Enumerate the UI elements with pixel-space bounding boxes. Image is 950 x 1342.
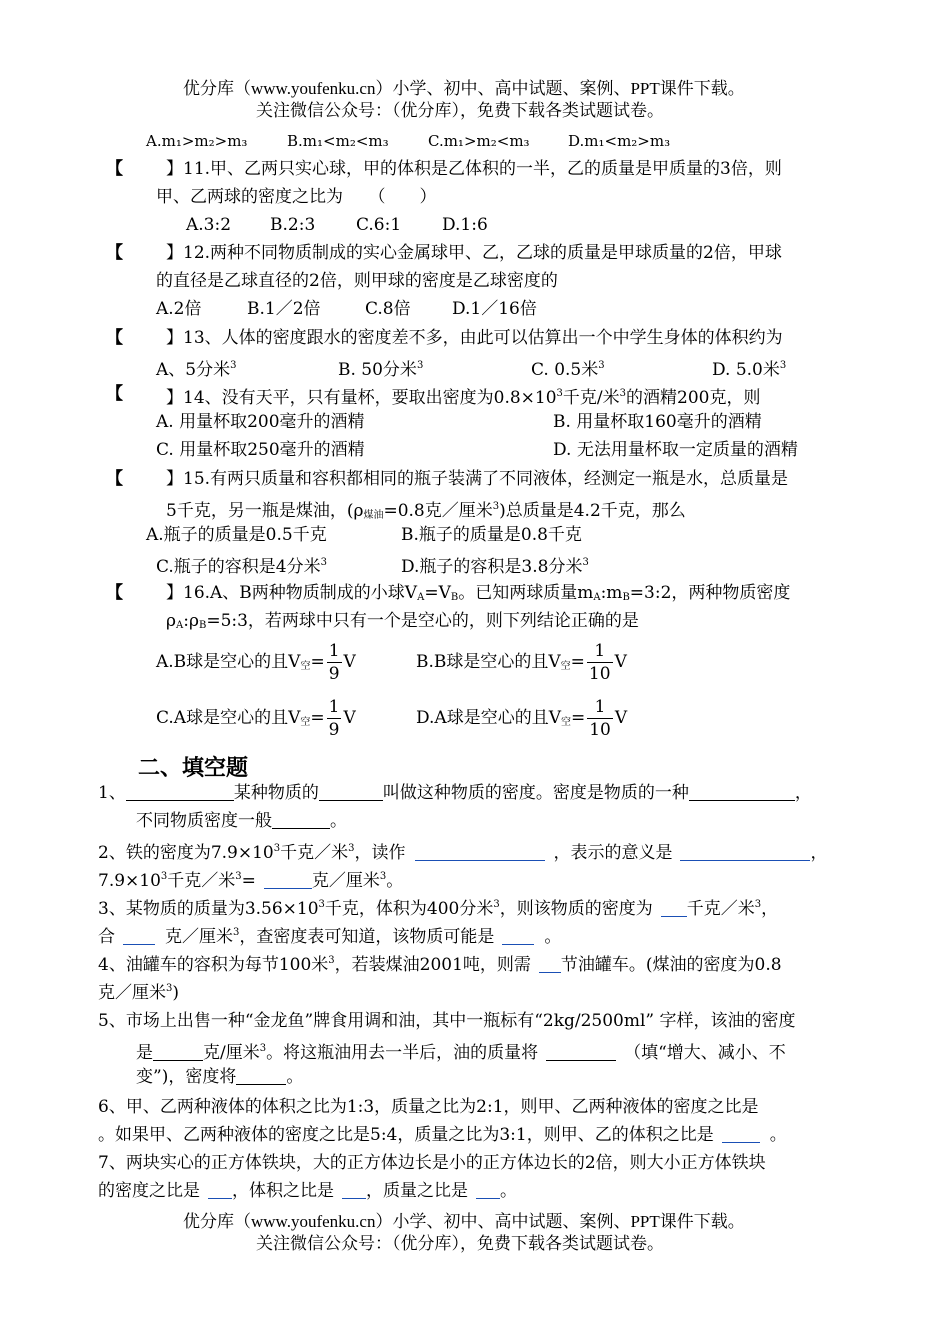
fill-blank[interactable] [153,1044,203,1061]
q16-option-b: B.B球是空心的且$V_空=$ $\frac{1}{10}$ V [416,641,627,684]
fill-blank[interactable] [661,900,687,917]
fill-blank[interactable] [415,844,545,861]
fraction-1-10: $\frac{1}{10}$ [589,697,611,740]
q16-option-d: D.A球是空心的且$V_空=$ $\frac{1}{10}$ V [416,697,628,740]
q12-stem-2: 的直径是乙球直径的2倍，则甲球的密度是乙球密度的 [156,271,558,291]
q15-stem-1: 】15.有两只质量和容积都相同的瓶子装满了不同液体，经测定一瓶是水，总质量是 [166,469,789,489]
q16-bracket: 【 [106,583,123,603]
q16-stem-2: $\rho_A:\rho_B=5:3$，若两球中只有一个是空心的，则下列结论正确的是 [166,611,639,631]
fill-blank[interactable] [342,1182,366,1199]
q15-stem-2: 5千克，另一瓶是煤油，($\rho_{煤油}=0.8$克／厘米$^3$)总质量是4.2千克，那么 [166,501,686,521]
q15-option-c: C.瓶子的容积是4分米$^3$ [156,557,327,577]
fraction-1-9: $\frac{1}{9}$ [328,697,340,740]
fraction-1-10: $\frac{1}{10}$ [588,641,611,684]
fill-1-line-1: 1、 某种物质的 叫做这种物质的密度。密度是物质的一种 ， [98,783,812,803]
fill-2-line-2: $7.9\times 10^3$千克／米$^3$= 克／厘米$^3$。 [98,871,404,891]
fill-5-line-2: 是 克/厘米$^3$。将这瓶油用去一半后，油的质量将 （填“增大、减小、不 [136,1043,786,1063]
fill-blank[interactable] [680,844,810,861]
q11-stem-1: 】11.甲、乙两只实心球，甲的体积是乙体积的一半，乙的质量是甲质量的3倍，则 [166,159,782,179]
q11-bracket: 【 [106,159,123,179]
q11-option-d: D.1:6 [442,215,488,235]
q11-option-a: A.3:2 [186,215,232,235]
fill-4-line-1: 4、油罐车的容积为每节100米$^3$，若装煤油2001吨，则需 节油罐车。(煤油的密度为0.8 [98,955,782,975]
fill-1-line-2: 不同物质密度一般 。 [136,811,347,831]
q11-option-b: B.2:3 [270,215,316,235]
q14-stem: 】14、没有天平，只有量杯，要取出密度为$0.8\times 10^3$千克/米$^3$的酒精200克，则 [166,388,761,408]
fill-3-line-1: 3、某物质的质量为$3.56\times 10^3$千克，体积为400分米$^3$，则该物质的密度为 千克／米$^3$， [98,899,779,919]
q12-bracket: 【 [106,243,123,263]
fill-blank[interactable] [539,956,561,973]
fill-4-line-2: 克／厘米$^3$) [98,983,180,1003]
fill-5-line-1: 5、市场上出售一种“金龙鱼”牌食用调和油，其中一瓶标有“2kg/2500ml” 字样，该油的密度 [98,1011,796,1031]
fill-blank[interactable] [272,812,330,829]
q10-option-d: D.m₁<m₂>m₃ [568,132,671,150]
q12-option-b: B.1／2倍 [247,299,321,319]
q12-option-d: D.1／16倍 [452,299,537,319]
q13-option-b: B. 50分米$^3$ [338,360,424,380]
fill-blank[interactable] [319,784,383,801]
fill-blank[interactable] [126,784,234,801]
fill-blank[interactable] [264,872,312,889]
q11-stem-2: 甲、乙两球的密度之比为 （ ） [156,187,437,207]
section-title: 二、填空题 [138,756,249,781]
fill-blank[interactable] [476,1182,500,1199]
q10-option-b: B.m₁<m₂<m₃ [287,132,389,150]
q12-stem-1: 】12.两种不同物质制成的实心金属球甲、乙，乙球的质量是甲球质量的2倍，甲球 [166,243,782,263]
fill-6-line-2: 。如果甲、乙两种液体的密度之比是5:4，质量之比为3:1，则甲、乙的体积之比是 。 [98,1125,787,1145]
q13-option-d: D. 5.0米$^3$ [712,360,787,380]
footer-line-1: 优分库（www.youfenku.cn）小学、初中、高中试题、案例、PPT课件下载。 [183,1212,745,1231]
q16-option-c: C.A球是空心的且$V_空=$ $\frac{1}{9}$ V [156,697,356,740]
q15-bracket: 【 [106,469,123,489]
header-line-1: 优分库（www.youfenku.cn）小学、初中、高中试题、案例、PPT课件下载。 [183,79,745,98]
fill-blank[interactable] [722,1126,760,1143]
q13-stem: 】13、人体的密度跟水的密度差不多，由此可以估算出一个中学生身体的体积约为 [166,328,783,348]
q14-option-b: B. 用量杯取160毫升的酒精 [553,412,762,432]
q15-option-b: B.瓶子的质量是0.8千克 [401,525,582,545]
q12-option-a: A.2倍 [156,299,202,319]
q12-option-c: C.8倍 [365,299,411,319]
q13-bracket: 【 [106,328,123,348]
fill-blank[interactable] [546,1044,616,1061]
q11-option-c: C.6:1 [356,215,402,235]
fill-blank[interactable] [208,1182,232,1199]
q14-option-c: C. 用量杯取250毫升的酒精 [156,440,365,460]
q14-bracket: 【 [106,384,123,404]
q13-option-a: A、5分米$^3$ [156,360,237,380]
q15-option-d: D.瓶子的容积是3.8分米$^3$ [401,557,589,577]
footer-line-2: 关注微信公众号：（优分库），免费下载各类试题试卷。 [256,1234,664,1253]
q14-option-d: D. 无法用量杯取一定质量的酒精 [553,440,798,460]
fraction-1-9: $\frac{1}{9}$ [328,641,340,684]
q15-option-a: A.瓶子的质量是0.5千克 [146,525,327,545]
q10-option-a: A.m₁>m₂>m₃ [146,132,248,150]
q16-option-a: A.B球是空心的且$V_空=$ $\frac{1}{9}$ V [156,641,356,684]
fill-2-line-1: 2、铁的密度为$7.9\times 10^3$千克／米$^3$，读作 ，表示的意义是 ， [98,843,828,863]
q14-option-a: A. 用量杯取200毫升的酒精 [156,412,365,432]
header-line-2: 关注微信公众号：（优分库），免费下载各类试题试卷。 [256,101,664,120]
fill-3-line-2: 合 克／厘米$^3$，查密度表可知道，该物质可能是 。 [98,927,562,947]
fill-6-line-1: 6、甲、乙两种液体的体积之比为1:3，质量之比为2:1，则甲、乙两种液体的密度之比是 [98,1097,759,1117]
q13-option-c: C. 0.5米$^3$ [531,360,605,380]
q16-stem-1: 】16.A、B两种物质制成的小球$V_A=V_B$。已知两球质量$m_A:m_B=3:2$，两种物质密度 [166,583,791,603]
q10-option-c: C.m₁>m₂<m₃ [428,132,530,150]
fill-blank[interactable] [689,784,795,801]
fill-5-line-3: 变”)，密度将 。 [136,1067,304,1087]
fill-blank[interactable] [502,928,534,945]
fill-blank[interactable] [236,1068,286,1085]
fill-blank[interactable] [123,928,155,945]
fill-7-line-2: 的密度之比是 ，体积之比是 ，质量之比是 。 [98,1181,517,1201]
fill-7-line-1: 7、两块实心的正方体铁块，大的正方体边长是小的正方体边长的2倍，则大小正方体铁块 [98,1153,766,1173]
